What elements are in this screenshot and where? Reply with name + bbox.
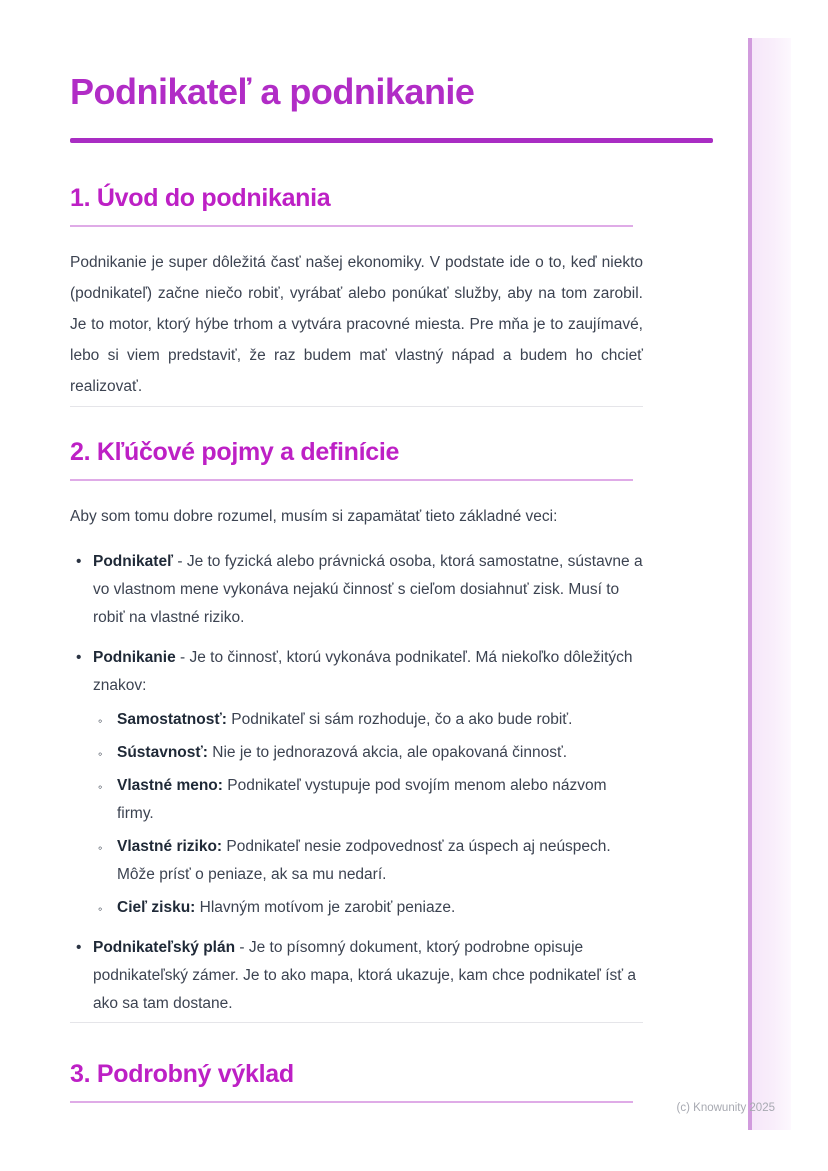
term-label: Podnikateľský plán [93,939,236,956]
sublist-item-vlastne-meno [93,772,643,828]
term-definition: - Je to písomný dokument, ktorý podrobne opisuje podnikateľský zámer. Je to ako mapa, ktorá ukazuje, kam chce podnikateľ ísť a ako sa tam dostane. [93,939,636,1012]
trait-text: Nie je to jednorazová akcia, ale opakovaná činnosť. [212,744,568,761]
section-vyklad [70,1059,643,1103]
trait-label: Cieľ zisku: [117,899,196,916]
bullet-icon: • [76,553,82,570]
section-uvod [70,183,643,402]
copyright-watermark: (c) Knowunity 2025 [676,1102,775,1114]
term-label: Podnikateľ [93,553,174,570]
title-divider [70,138,713,143]
section-2-heading: 2. Kľúčové pojmy a definície [70,438,400,466]
page-title: Podnikateľ a podnikanie [70,71,475,112]
section-pojmy [70,437,643,1018]
section-3-heading: 3. Podrobný výklad [70,1060,294,1088]
term-definition: - Je to činnosť, ktorú vykonáva podnikateľ. Má niekoľko dôležitých znakov: [93,649,633,694]
section-2-underline [70,479,633,481]
circle-bullet-icon: ◦ [98,747,103,761]
traits-sublist [93,706,643,922]
section-1-paragraph: Podnikanie je super dôležitá časť našej ekonomiky. V podstate ide o to, keď niekto (podnikateľ) začne niečo robiť, vyrábať alebo ponúkať služby, aby na tom zarobil. Je to motor, ktorý hýbe trhom a vytvára pracovné miesta. Pre mňa je to zaujímavé, lebo si viem predstaviť, že raz budem mať vlastný nápad a budem ho chcieť realizovať. [70,254,643,395]
section-2-intro: Aby som tomu dobre rozumel, musím si zapamätať tieto základné veci: [70,508,558,525]
circle-bullet-icon: ◦ [98,714,103,728]
section-divider [70,1022,643,1023]
sublist-item-samostatnost [93,706,643,734]
definitions-list [70,548,643,1018]
circle-bullet-icon: ◦ [98,841,103,855]
trait-label: Sústavnosť: [117,744,208,761]
trait-label: Samostatnosť: [117,711,227,728]
circle-bullet-icon: ◦ [98,780,103,794]
document-content [70,0,643,1103]
section-1-underline [70,225,633,227]
section-1-heading: 1. Úvod do podnikania [70,184,331,212]
term-definition: - Je to fyzická alebo právnická osoba, ktorá samostatne, sústavne a vo vlastnom mene vykonáva nejakú činnosť s cieľom dosiahnuť zisk. Musí to robiť na vlastné riziko. [93,553,643,626]
sublist-item-vlastne-riziko [93,833,643,889]
sublist-item-sustavnost [93,739,643,767]
page-edge-stripe [748,38,791,1130]
trait-label: Vlastné riziko: [117,838,223,855]
section-divider [70,406,643,407]
trait-text: Podnikateľ si sám rozhoduje, čo a ako bude robiť. [231,711,573,728]
trait-text: Hlavným motívom je zarobiť peniaze. [199,899,456,916]
trait-label: Vlastné meno: [117,777,223,794]
sublist-item-ciel-zisku [93,894,643,922]
bullet-icon: • [76,939,82,956]
trait-text: Podnikateľ nesie zodpovednosť za úspech aj neúspech. Môže prísť o peniaze, ak sa mu nedarí. [117,838,611,883]
list-item-podnikatel [70,548,643,632]
trait-text: Podnikateľ vystupuje pod svojím menom alebo názvom firmy. [117,777,607,822]
term-label: Podnikanie [93,649,176,666]
list-item-podnikanie [70,644,643,922]
bullet-icon: • [76,649,82,666]
list-item-podnikatelsky-plan [70,934,643,1018]
circle-bullet-icon: ◦ [98,902,103,916]
